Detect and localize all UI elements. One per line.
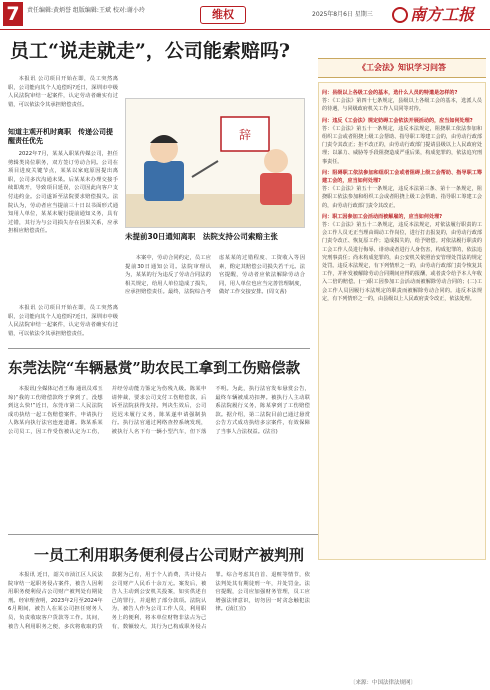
article1-body-col2: 本案中，劳动合同约定，员工应提前30日通知公司。法院审理认为，某某的行为违反了劳动合同法的相关规定，给用人单位造成了损失，应承担赔偿责任。最终，法院综合考虑某某的过错程度、工资收入等因素，酌定其赔偿公司损失若干元。法官提醒，劳动者应依法解除劳动合同，用人单位也应当完善管理制度，做好工作交接安排。(周文茜): [125, 255, 305, 296]
article3-headline: 一员工利用职务便利侵占公司财产被判刑: [34, 546, 305, 564]
article1-subhead: 知道主观开机时离职 传递公司提醒责任优先: [8, 128, 113, 145]
article2-body: 本报讯(全媒体记者王梅 通讯员邓玉琼)“我的工伤赔偿款终于拿到了，没想到这么快!”近日，东莞市第二人民法院成功执结一起工伤赔偿案件，申请执行人陈某向执行法官连连道谢。陈某系某公司员工，因工作受伤被认定为工伤，并经劳动能力鉴定为伤残九级。陈某申请仲裁，要求公司支付工伤赔偿款，后诉至法院获得支持。判决生效后，公司迟迟未履行义务，陈某遂申请强制执行。执行法官通过网络查控系统发现，被执行人名下有一辆小型汽车，但下落不明。为此，执行法官发布悬赏公告，最终车辆被成功扣押。被执行人主动联系法院履行义务，陈某拿到了工伤赔偿款。据介绍，第二法院目前已通过悬赏公告方式成功执结多宗案件，有效保障了当事人合法权益。(法宣): [8, 386, 310, 435]
issue-date: 2025年8月6日 星期三: [312, 11, 373, 18]
article1-body-col1-cont: 本报讯 公司项目开始在即，员工突然离职，公司能向其个人追偿吗?近日，深圳市中级人民法院审结一起案件，认定劳动者确实有过错，可以依法令其承担赔偿责任。: [8, 305, 118, 337]
article1-lead: 本报讯 公司项目开始在即，员工突然离职，公司能向其个人追偿吗?近日，深圳市中级人民法院审结一起案件，认定劳动者确实有过错，可以依法令其承担赔偿责任。: [8, 76, 118, 108]
article1-headline: 员工“说走就走”，公司能索赔吗?: [10, 40, 290, 62]
newspaper-logo: [392, 3, 488, 27]
qa-answer: 答：《工会法》第五十一条规定，违反本法第三条、第十一条规定，阻挠职工依法参加和组织工会或者阻挠上级工会帮助、指导职工筹建工会的，由劳动行政部门责令其改正。: [322, 186, 482, 209]
logo-text: 南方工报: [410, 5, 475, 24]
section-title: 维权: [200, 6, 246, 24]
page-header: [0, 0, 490, 30]
divider: [8, 348, 310, 349]
page-number: 7: [3, 2, 23, 26]
qa-answer: 答：《工会法》第四十七条规定，县级以上各级工会的基本，选派人员的待遇，与同级政府机关工作人员同等对待。: [322, 98, 482, 113]
qa-question: 问：职工因参加工会活动而被解雇的，应当如何处理?: [322, 213, 443, 220]
qa-answer: 答：《工会法》第五十一条规定，违反本法规定，阻挠职工依法参加和组织工会或者阻挠上级工会帮助、指导职工筹建工会的，由劳动行政部门责令其改正；拒不改正的，由劳动行政部门提请县级以上人民政府处理；以暴力、威胁等手段阻挠造成严重后果，构成犯罪的，依法追究刑事责任。: [322, 125, 482, 165]
article2-headline: 东莞法院“车辆悬赏”助农民工拿到工伤赔偿款: [8, 360, 301, 377]
svg-text:辞: 辞: [238, 128, 252, 142]
cartoon-illustration: [125, 98, 305, 228]
qa-question: 问：违反《工会法》规定妨碍工会依法开展活动的，应当如何处理?: [322, 117, 473, 124]
sidebar-qa-box: [318, 82, 486, 560]
sidebar-content: [322, 86, 482, 305]
qa-question: 问：阻碍职工依法参加和组织工会或者阻碍上级工会帮助、指导职工筹建工会的，应当如何处理?: [322, 169, 482, 185]
editor-info: 责任编辑:黄炳誉 组版编辑:王斌 校对:谢小玲: [27, 7, 145, 14]
sidebar-ribbon-title: 《工会法》知识学习问答: [318, 58, 486, 78]
article3-body: 本报讯 近日，韶关市浈江区人民法院审结一起职务侵占案件，被告人因利用职务便利侵占公司财产被判处有期徒刑。经审理查明，2023年2月至2024年6月期间，被告人在某公司担任财务人员，负责收取客户货款等工作。其间，被告人利用职务之便，多次将收取的货款据为己有，用于个人消费，共计侵占公司财产人民币十余万元。案发后，被告人主动到公安机关投案，如实供述自己的罪行，并退赔了部分款项。法院认为，被告人作为公司工作人员，利用职务上的便利，将本单位财物非法占为己有，数额较大，其行为已构成职务侵占罪。综合考虑其自首、退赃等情节，依法判处其有期徒刑一年，并处罚金。法官提醒，公司应加强财务管理，员工应增强法律意识，切勿因一时贪念触犯法律。(浈江宣): [8, 572, 310, 630]
logo-ring-icon: [392, 7, 408, 23]
source-credit: 〔来源：中国法律法规网〕: [350, 680, 417, 686]
article1-body-col1: 2022年7月，某某入职某传媒公司，担任剪辑类岗位职务，双方签订劳动合同。公司在项目进度关键节点，某某以家庭原因提出离职，公司多次沟通未果。后某某未办理交接手续即离开，导致项目延误，公司因此向客户支付违约金。公司遂诉至法院要求赔偿损失。法院认为，劳动者应当提前三十日以书面形式通知用人单位，某某未履行提前通知义务，具有过错，其行为与公司损失存在因果关系，应承担相应赔偿责任。: [8, 151, 118, 235]
article1-subhead-2: 未提前30日通知离职 法院支持公司索赔主张: [125, 232, 278, 241]
qa-question: 问：县级以上各级工会的基本，选什么人员的特遣是怎样的?: [322, 90, 458, 96]
qa-answer: 答：《工会法》第五十二条规定，违反本法规定，对依法履行职责的工会工作人员无正当理由调动工作岗位，进行打击报复的，由劳动行政部门责令改正、恢复原工作；造成损失的，给予赔偿。对依法履行职责的工会工作人员进行侮辱、诽谤或者进行人身伤害，构成犯罪的，依法追究刑事责任；尚未构成犯罪的，由公安机关依照治安管理处罚法的规定处罚。违反本法规定，有下列情形之一的，由劳动行政部门责令恢复其工作，并补发被解除劳动合同期间应得的报酬，或者责令给予本人年收入二倍的赔偿。(一)职工因参加工会活动而被解除劳动合同的；(二)工会工作人员因履行本法规定的职责而被解除劳动合同的。违反本法规定，有下列情形之一的，由县级以上人民政府责令改正，依法处理。: [322, 222, 482, 302]
